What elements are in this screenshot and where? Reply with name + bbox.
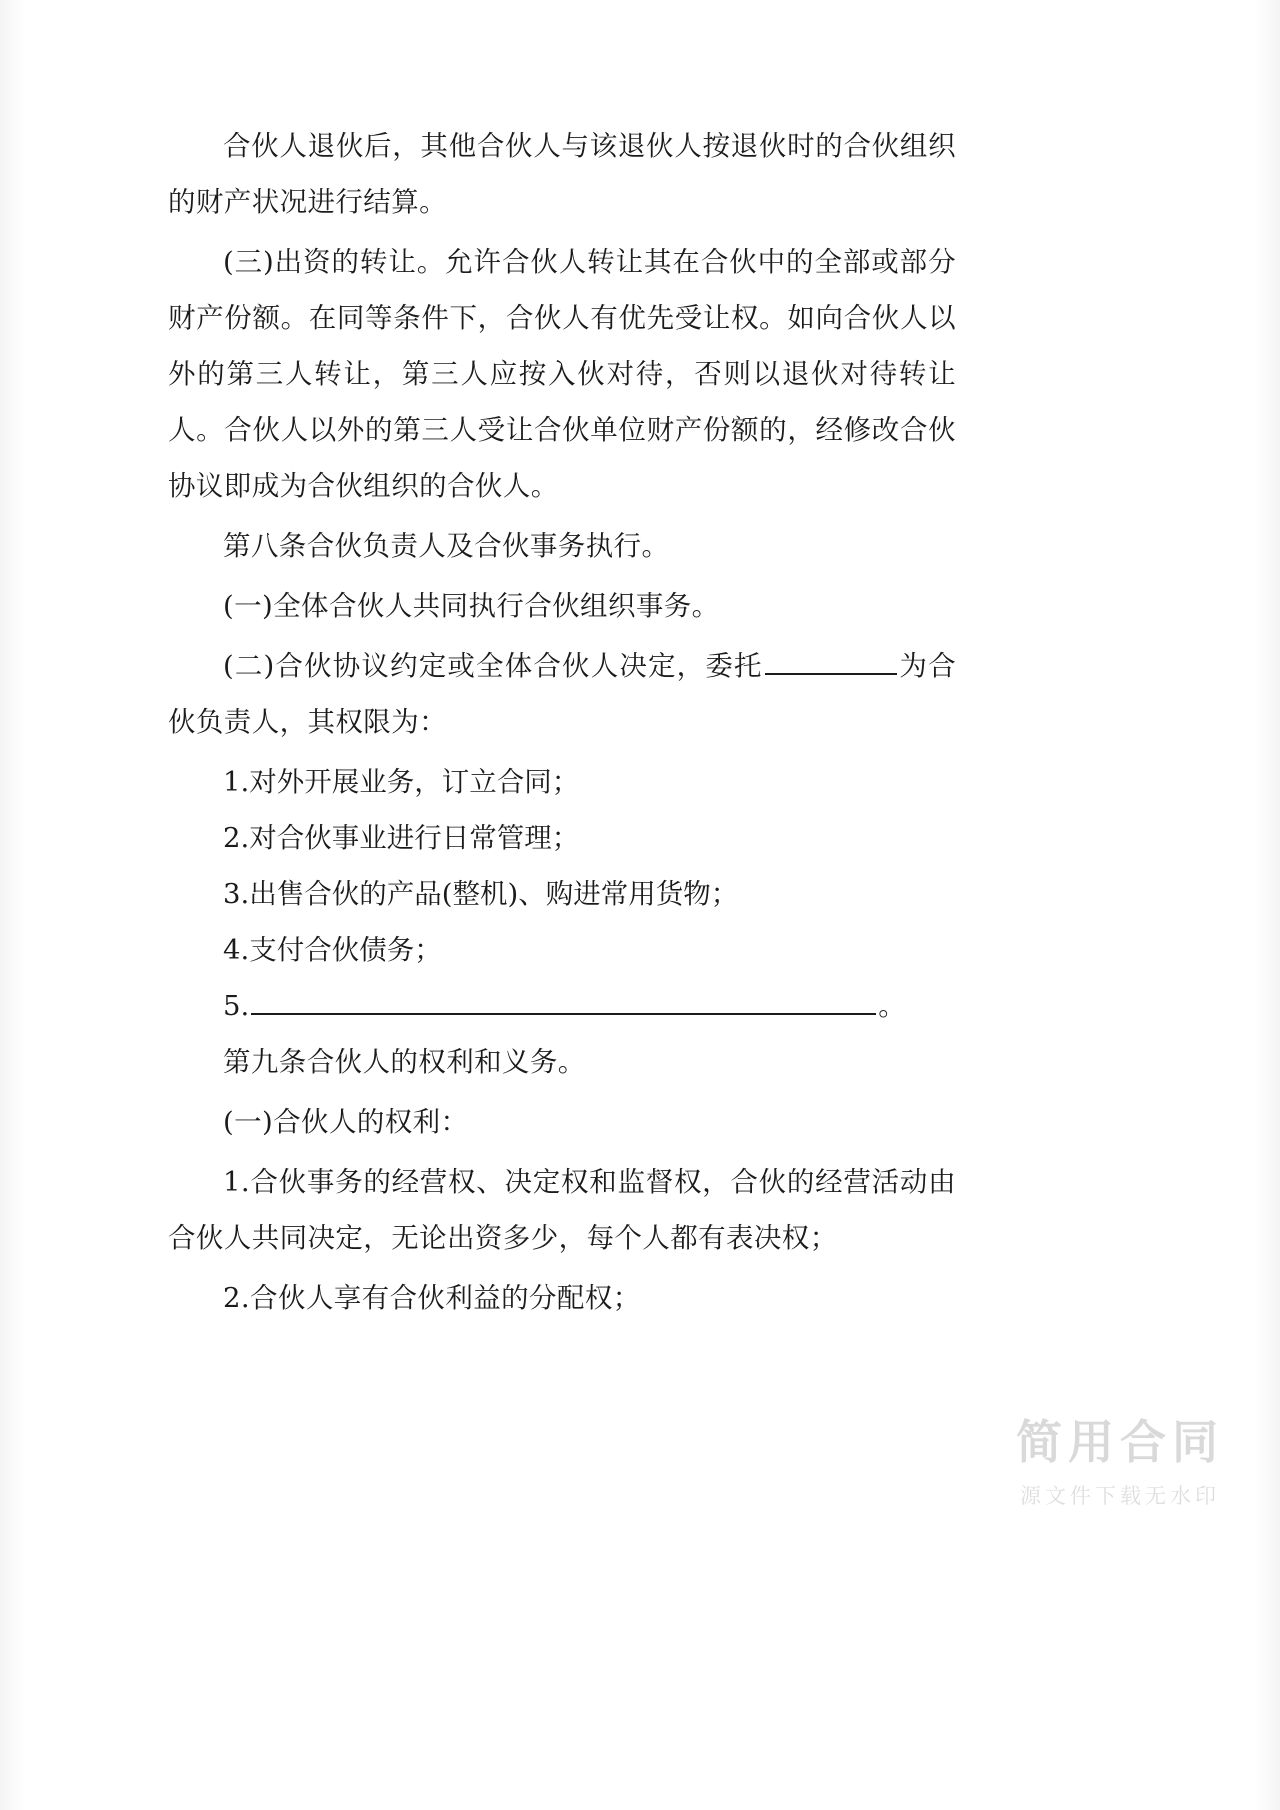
power-item-3 [168, 866, 956, 922]
power-item-3-text: 出售合伙的产品(整机)、购进常用货物； [249, 878, 739, 910]
watermark [1016, 1415, 1224, 1510]
paragraph-nine-one: (一)合伙人的权利： [223, 1106, 469, 1138]
document-body [168, 118, 956, 1330]
paragraph-eight-two [168, 638, 956, 750]
power-item-5-number: 5. [223, 990, 250, 1022]
power-item-5-text-after: 。 [878, 990, 906, 1022]
paragraph-nine-one-item-2: 2.合伙人享有合伙利益的分配权； [223, 1282, 641, 1314]
paragraph-eight-one: (一)全体合伙人共同执行合伙组织事务。 [223, 590, 720, 622]
power-item-4-number: 4. [223, 934, 250, 966]
power-item-5 [168, 978, 956, 1034]
power-item-2-number: 2. [223, 822, 250, 854]
paragraph-withdrawal-settlement: 合伙人退伙后，其他合伙人与该退伙人按退伙时的合伙组织的财产状况进行结算。 [168, 130, 956, 218]
power-item-3-number: 3. [223, 878, 250, 910]
power-item-1 [168, 754, 956, 810]
power-item-4 [168, 922, 956, 978]
paragraph-article-eight: 第八条合伙负责人及合伙事务执行。 [223, 530, 670, 562]
power-item-2-text: 对合伙事业进行日常管理； [249, 822, 580, 854]
paragraph-three-transfer: (三)出资的转让。允许合伙人转让其在合伙中的全部或部分财产份额。在同等条件下，合伙人有优先受让权。如向合伙人以外的第三人转让，第三人应按入伙对待，否则以退伙对待转让人。合伙人以外的第三人受让合伙单位财产份额的，经修改合伙协议即成为合伙组织的合伙人。 [168, 246, 956, 502]
eight-two-text-before: (二)合伙协议约定或全体合伙人决定，委托 [223, 650, 763, 682]
paragraph-article-nine: 第九条合伙人的权利和义务。 [223, 1046, 586, 1078]
watermark-subtitle-text: 源文件下载无水印 [1020, 1484, 1220, 1508]
other-powers-blank[interactable] [251, 987, 876, 1015]
paragraph-nine-one-item-1: 1.合伙事务的经营权、决定权和监督权，合伙的经营活动由合伙人共同决定，无论出资多少，每个人都有表决权； [168, 1166, 956, 1254]
power-item-2 [168, 810, 956, 866]
responsible-person-blank[interactable] [765, 647, 897, 675]
power-item-1-text: 对外开展业务，订立合同； [249, 766, 580, 798]
eight-two-text-after: 为合伙负责人，其权限为： [168, 650, 956, 738]
watermark-brand-text: 简用合同 [1016, 1414, 1224, 1469]
power-item-4-text: 支付合伙债务； [249, 934, 442, 966]
power-item-1-number: 1. [223, 766, 250, 798]
